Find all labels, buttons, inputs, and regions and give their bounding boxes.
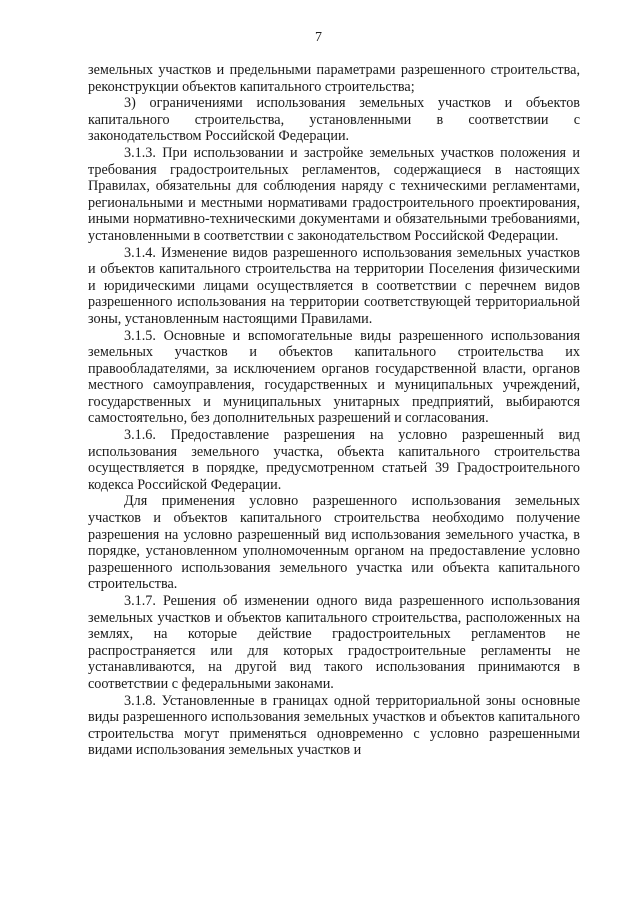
paragraph-3-1-3: 3.1.3. При использовании и застройке земельных участков положения и требования градостроительных регламентов, содержащиеся в настоящих Правилах, обязательны для соблюдения наряду с техническими регламентами, региональными и местными нормативами градостроительного проектирования, иными нормативно-техническими документами и обязательными требованиями, установленными в соответствии с законодательством Российской Федерации. bbox=[88, 144, 580, 244]
paragraph-item-3: 3) ограничениями использования земельных участков и объектов капитального строительства, установленными в соответствии с законодательством Российской Федерации. bbox=[88, 95, 580, 145]
paragraph-3-1-4: 3.1.4. Изменение видов разрешенного использования земельных участков и объектов капитального строительства на территории Поселения физическими и юридическими лицами осуществляется в соответствии с перечнем видов разрешенного использования на территории соответствующей территориальной зоны, установленным настоящими Правилами. bbox=[88, 244, 580, 327]
paragraph-continuation: земельных участков и предельными параметрами разрешенного строительства, реконструкции объектов капитального строительства; bbox=[88, 62, 580, 95]
document-body bbox=[88, 62, 580, 759]
paragraph-3-1-5: 3.1.5. Основные и вспомогательные виды разрешенного использования земельных участков и объектов капитального строительства их правообладателями, за исключением органов государственной власти, органов местного самоуправления, государственных и муниципальных учреждений, государственных и муниципальных унитарных предприятий, выбираются самостоятельно, без дополнительных разрешений и согласования. bbox=[88, 327, 580, 427]
page-number: 7 bbox=[315, 30, 322, 45]
paragraph-3-1-7: 3.1.7. Решения об изменении одного вида разрешенного использования земельных участков и объектов капитального строительства, расположенных на землях, на которые действие градостроительных регламентов не распространяется или для которых градостроительные регламенты не устанавливаются, на другой вид такого использования принимаются в соответствии с федеральными законами. bbox=[88, 593, 580, 692]
paragraph-conditional-use: Для применения условно разрешенного использования земельных участков и объектов капитального строительства необходимо получение разрешения на условно разрешенный вид использования земельного участка, в порядке, установленном уполномоченным органом на предоставление условно разрешенного использования земельного участка или объекта капитального строительства. bbox=[88, 493, 580, 593]
paragraph-3-1-6: 3.1.6. Предоставление разрешения на условно разрешенный вид использования земельного участка, объекта капитального строительства осуществляется в порядке, предусмотренном статьей 39 Градостроительного кодекса Российской Федерации. bbox=[88, 427, 580, 493]
paragraph-3-1-8: 3.1.8. Установленные в границах одной территориальной зоны основные виды разрешенного использования земельных участков и объектов капитального строительства могут применяться одновременно с условно разрешенными видами использования земельных участков и bbox=[88, 692, 580, 759]
